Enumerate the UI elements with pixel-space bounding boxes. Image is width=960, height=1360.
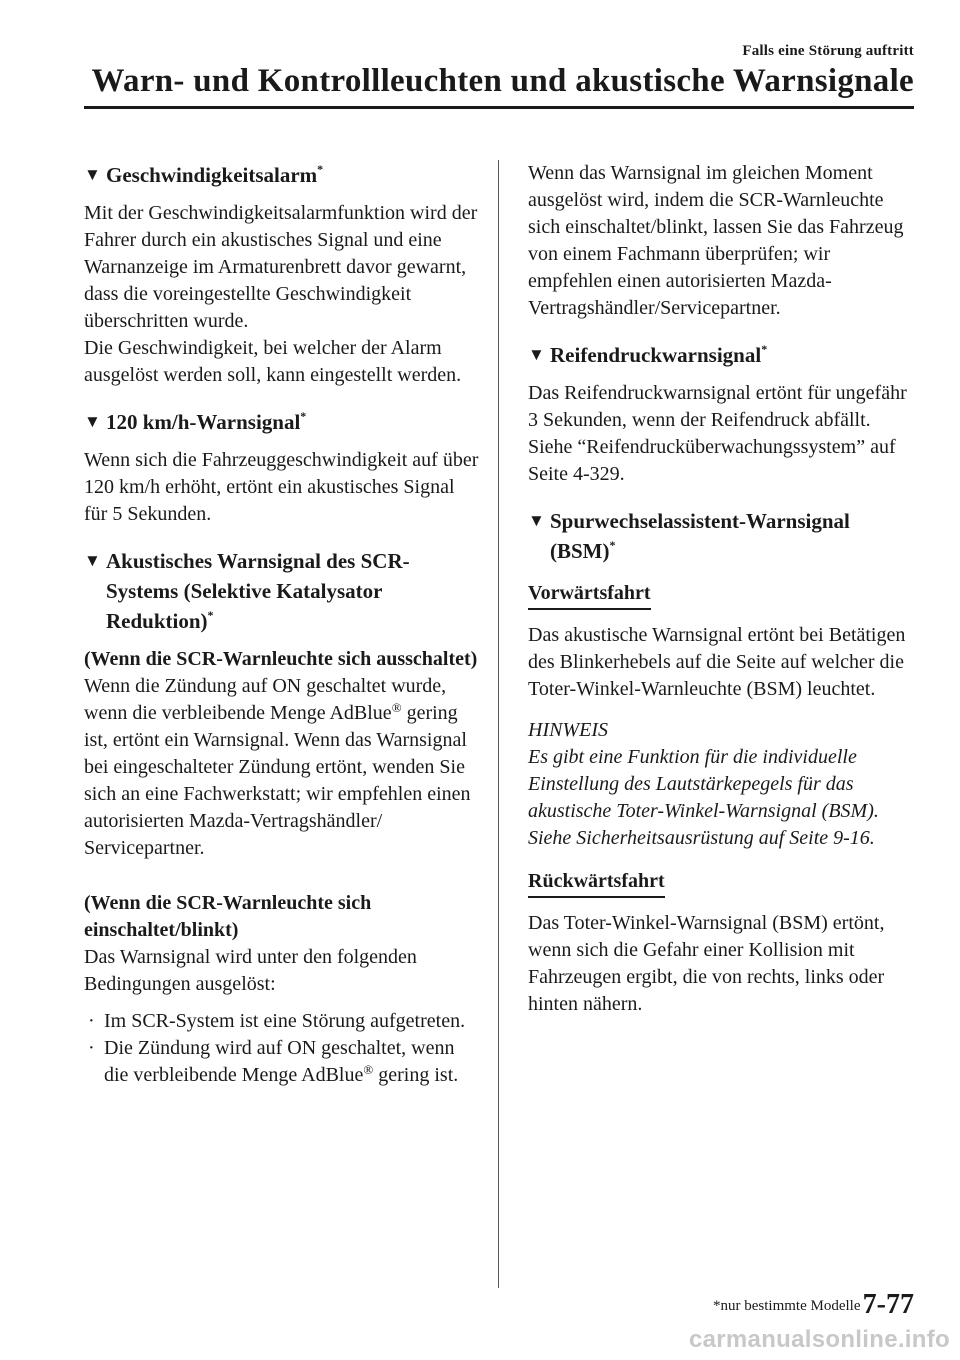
note-reference: Siehe Sicherheitsausrüstung auf Seite 9-16. (528, 827, 875, 849)
triangle-down-icon: ▼ (528, 511, 545, 530)
watermark: carmanualsonline.info (688, 1326, 950, 1353)
section-heading-bsm (528, 506, 918, 566)
heading-text: Reifendruckwarnsignal (550, 343, 762, 367)
case-title: (Wenn die SCR-Warnleuchte sich ausschaltet) (84, 648, 478, 670)
paragraph: Wenn die Zündung auf ON geschaltet wurde, wenn die verbleibende Menge AdBlue® gering ist, ertönt ein Warnsignal. Wenn das Warnsignal bei eingeschalteter Zündung ertönt, wenden Sie sich an eine Fachwerkstatt; wir empfehlen einen autorisierten Mazda-Vertragshändler/ Servicepartner. (84, 675, 471, 859)
page-number: 7-77 (862, 1289, 914, 1320)
paragraph: Wenn sich die Fahrzeuggeschwindigkeit auf über 120 km/h erhöht, ertönt ein akustisches Signal für 5 Sekunden. (84, 449, 479, 525)
registered-mark: ® (363, 1062, 374, 1077)
paragraph: Wenn das Warnsignal im gleichen Moment ausgelöst wird, indem die SCR-Warnleuchte sich einschaltet/blinkt, lassen Sie das Fahrzeug von einem Fachmann überprüfen; wir empfehlen einen autorisierten Mazda-Vertragshändler/Servicepartner. (528, 162, 904, 319)
paragraph: Das Toter-Winkel-Warnsignal (BSM) ertönt, wenn sich die Gefahr einer Kollision mit Fahrzeugen ergibt, die von rechts, links oder hinten nähern. (528, 912, 885, 1015)
list-item: · Im SCR-System ist eine Störung aufgetreten. (84, 1008, 479, 1035)
paragraph: Das akustische Warnsignal ertönt bei Betätigen des Blinkerhebels auf die Seite auf welcher die Toter-Winkel-Warnleuchte (BSM) leuchtet. (528, 624, 906, 700)
footer-note: *nur bestimmte Modelle (713, 1298, 861, 1314)
header-rule (84, 106, 914, 109)
registered-mark: ® (391, 700, 402, 715)
heading-text: Akustisches Warnsignal des SCR-Systems (Selektive Katalysator Reduktion) (106, 549, 410, 633)
section-heading-scr (84, 546, 479, 636)
paragraph: Mit der Geschwindigkeitsalarmfunktion wird der Fahrer durch ein akustisches Signal und eine Warnanzeige im Armaturenbrett davor gewarnt, dass die voreingestellte Geschwindigkeit überschritten wurde. (84, 202, 478, 332)
heading-text: 120 km/h-Warnsignal (106, 410, 301, 434)
right-column (528, 160, 918, 1032)
triangle-down-icon: ▼ (84, 551, 101, 570)
model-star: * (207, 608, 214, 622)
note-box (528, 717, 918, 852)
model-star: * (609, 538, 616, 552)
subheading-forward: Vorwärtsfahrt (528, 580, 651, 610)
note-text: Es gibt eine Funktion für die individuelle Einstellung des Lautstärkepegels für das akustische Toter-Winkel-Warnsignal (BSM). (528, 746, 879, 822)
left-column (84, 160, 479, 1089)
paragraph: Siehe “Reifendrucküberwachungssystem” auf Seite 4-329. (528, 436, 896, 485)
section-heading-120kmh (84, 407, 479, 437)
triangle-down-icon: ▼ (528, 345, 545, 364)
model-star: * (300, 409, 307, 423)
heading-text: Geschwindigkeitsalarm (106, 163, 318, 187)
note-title: HINWEIS (528, 719, 608, 741)
section-heading-tire-pressure (528, 340, 918, 370)
model-star: * (761, 342, 768, 356)
page-title: Warn- und Kontrollleuchten und akustische Warnsignale (91, 63, 914, 99)
heading-text: Spurwechselassistent-Warnsignal (BSM) (550, 509, 850, 563)
case-title: (Wenn die SCR-Warnleuchte sich einschaltet/blinkt) (84, 892, 372, 941)
column-divider (498, 160, 499, 1288)
paragraph: Das Reifendruckwarnsignal ertönt für ungefähr 3 Sekunden, wenn der Reifendruck abfällt. (528, 382, 907, 431)
section-heading-speed-alarm (84, 160, 479, 190)
bullet-mark: · (88, 1010, 95, 1032)
triangle-down-icon: ▼ (84, 165, 101, 184)
list-item: · Die Zündung wird auf ON geschaltet, wenn die verbleibende Menge AdBlue® gering ist. (84, 1035, 479, 1089)
model-star: * (317, 162, 324, 176)
chapter-title: Falls eine Störung auftritt (742, 43, 914, 59)
triangle-down-icon: ▼ (84, 412, 101, 431)
subheading-reverse: Rückwärtsfahrt (528, 868, 665, 898)
bullet-mark: · (88, 1037, 95, 1059)
paragraph: Die Geschwindigkeit, bei welcher der Alarm ausgelöst werden soll, kann eingestellt werden. (84, 337, 462, 386)
paragraph: Das Warnsignal wird unter den folgenden Bedingungen ausgelöst: (84, 946, 417, 995)
